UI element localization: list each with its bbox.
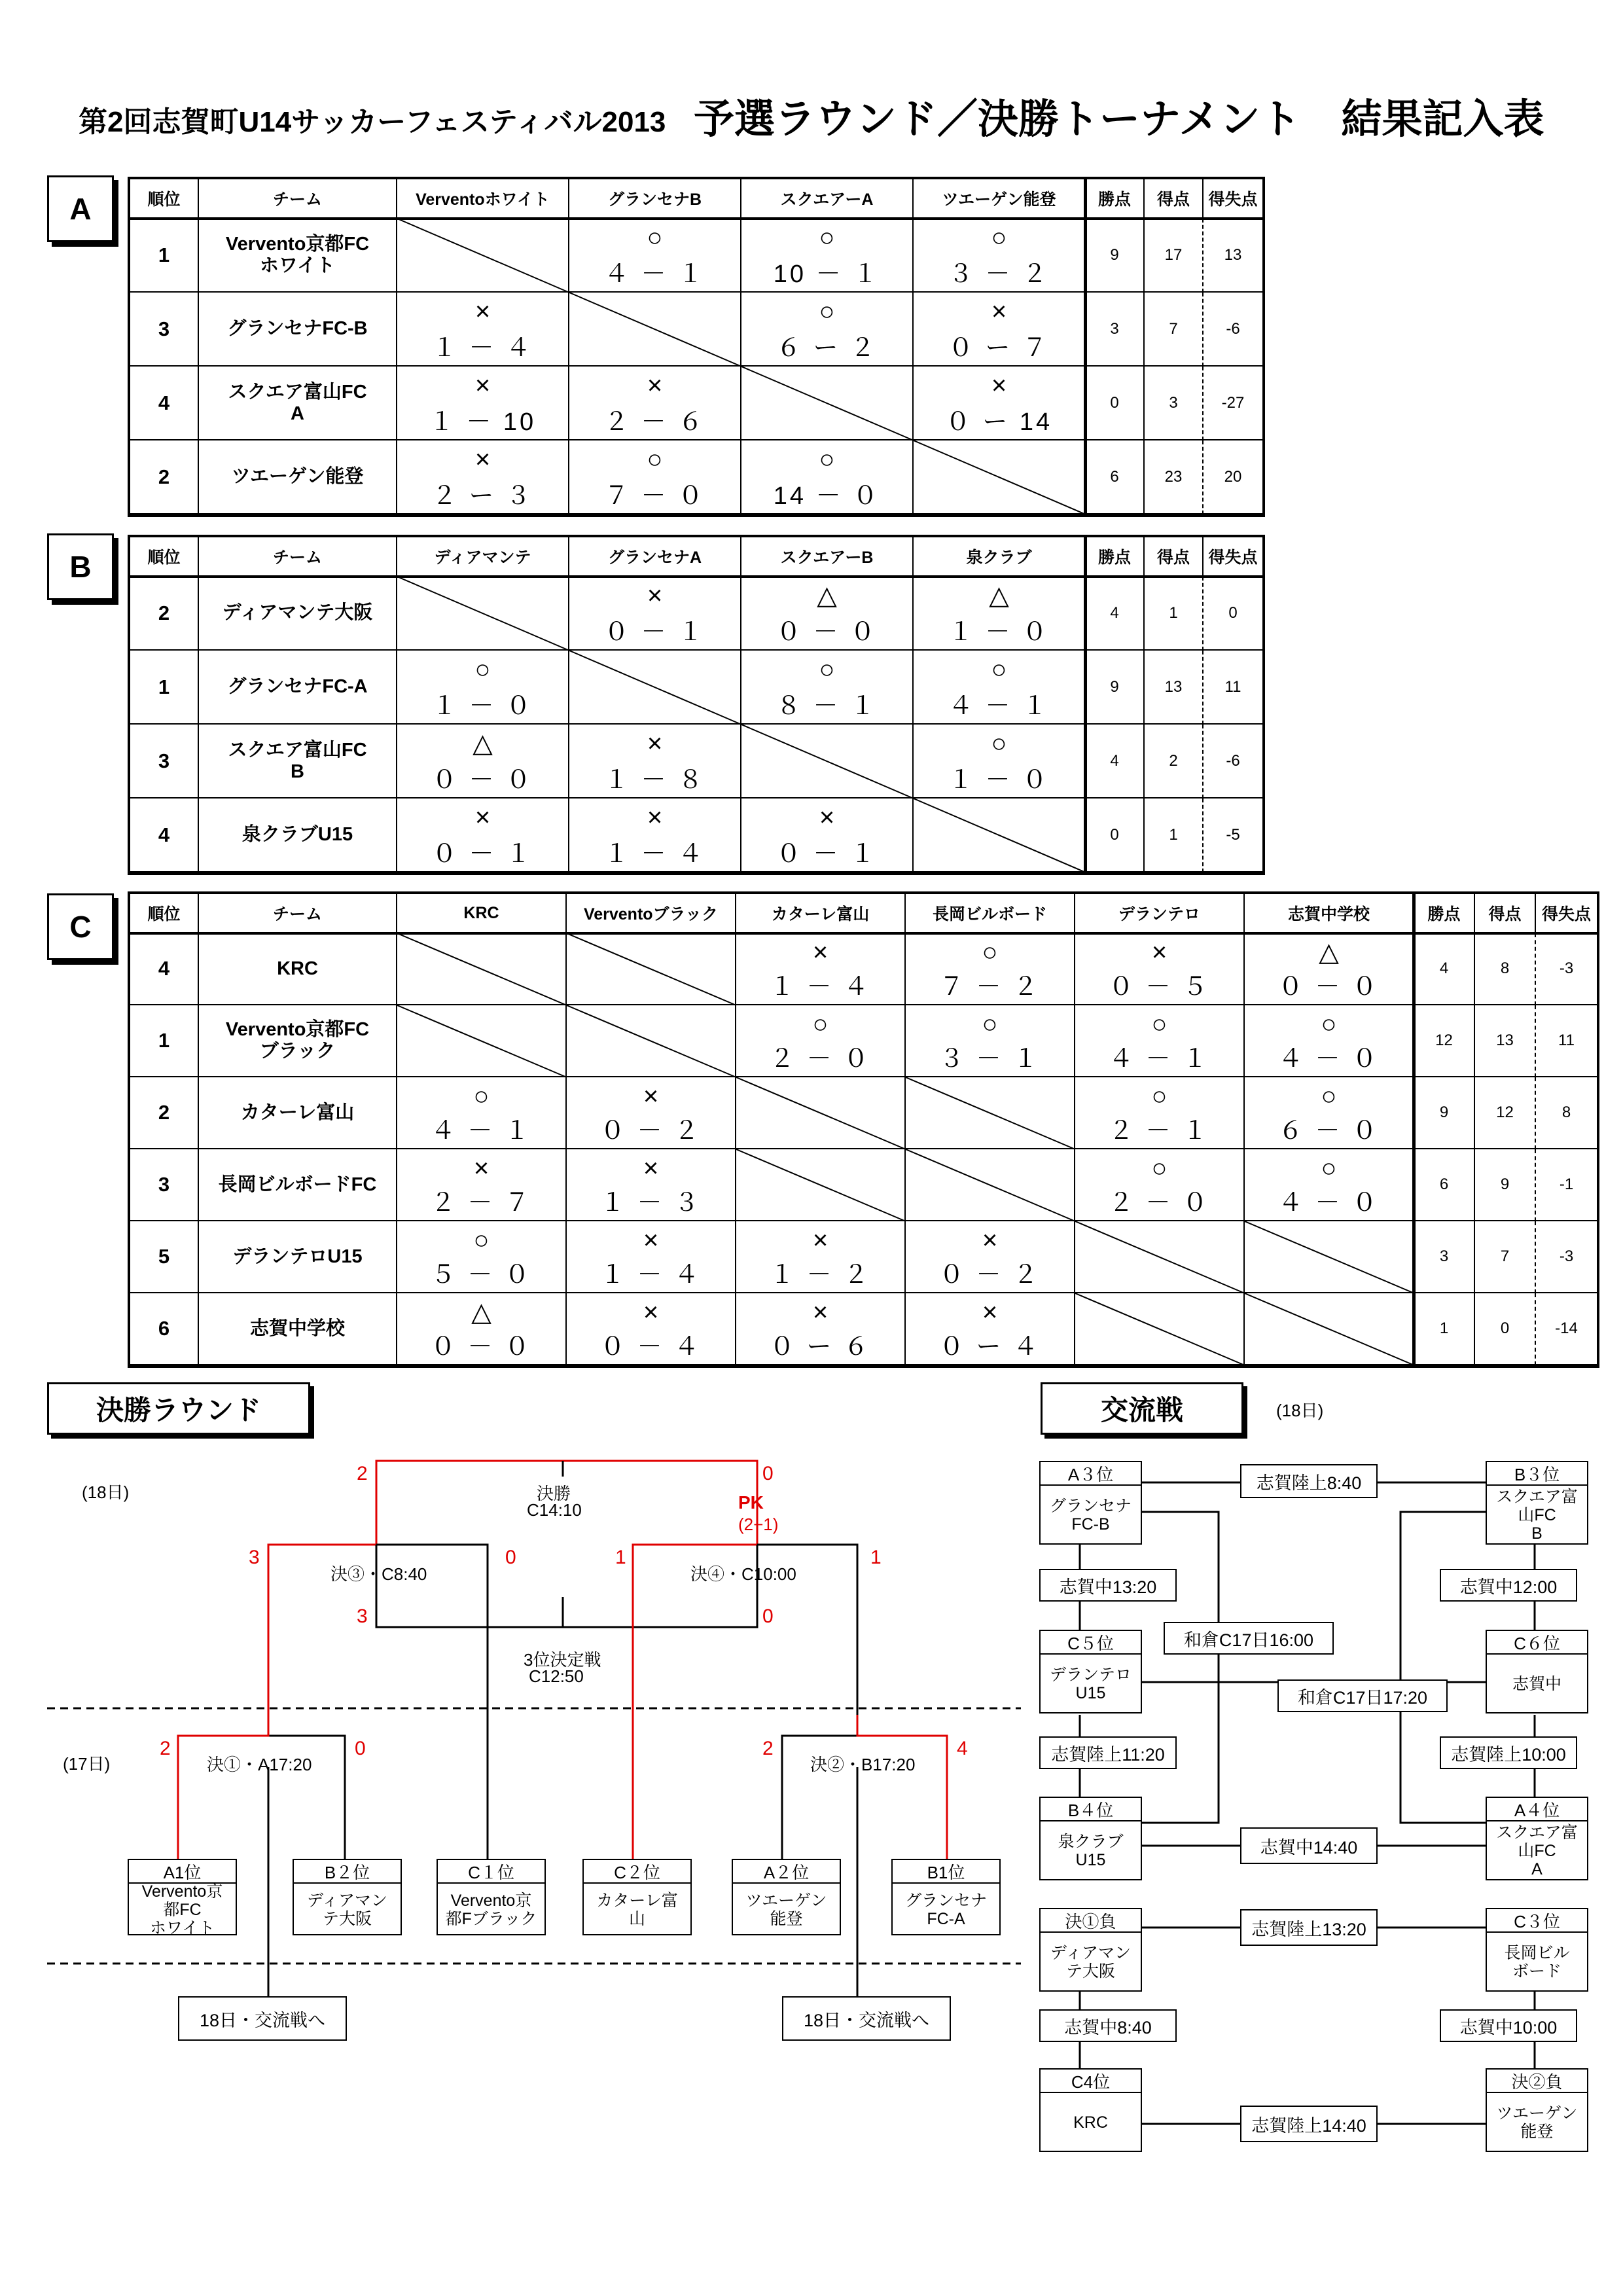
exchange-team-box	[1486, 1797, 1588, 1880]
result-score: １ － ０	[431, 692, 534, 720]
result-mark: △	[989, 581, 1009, 610]
result-mark: ○	[982, 1010, 998, 1039]
points-cell: 1	[1414, 1293, 1475, 1365]
exch-label-mid1: 和倉C17日16:00	[1164, 1622, 1334, 1655]
final-round-date-17: (17日)	[63, 1754, 111, 1774]
diff-cell: 0	[1204, 577, 1262, 651]
final-right-score: 0	[762, 1463, 774, 1484]
result-mark: ○	[991, 729, 1007, 758]
points-cell: 3	[1414, 1221, 1475, 1293]
result-mark: ×	[474, 297, 491, 326]
goals-cell: 17	[1145, 219, 1204, 293]
final-pk-label: PK	[738, 1492, 764, 1513]
result-score: ２ － ０	[769, 1045, 872, 1073]
result-mark: ○	[1321, 1010, 1337, 1039]
result-score: ０ － ５	[1108, 973, 1211, 1001]
result-score: ４ － １	[1108, 1045, 1211, 1073]
result-mark: ○	[991, 655, 1007, 684]
seed-position: C１位	[438, 1860, 544, 1884]
result-mark: ×	[812, 1226, 829, 1255]
goals-cell: 0	[1475, 1293, 1536, 1365]
exch-label-bottom1: 志賀中14:40	[1240, 1827, 1378, 1864]
result-mark: ○	[1151, 1154, 1168, 1183]
exchange-team: ディアマン テ大阪	[1050, 1944, 1131, 1981]
result-score: ０ － ０	[1277, 973, 1380, 1001]
result-score: ０ － １	[603, 619, 706, 646]
rank-cell: 5	[130, 1221, 199, 1293]
exchange-team-box	[1486, 1630, 1588, 1713]
points-cell: 6	[1086, 440, 1145, 514]
result-mark: ×	[982, 1226, 998, 1255]
header-diff: 得失点	[1536, 894, 1597, 933]
seed-position: B1位	[893, 1860, 999, 1884]
result-mark: ○	[982, 938, 998, 967]
exch-label-mid2: 和倉C17日17:20	[1277, 1679, 1448, 1712]
result-mark: ○	[819, 223, 835, 252]
rank-cell: 3	[130, 725, 199, 798]
result-mark: ×	[643, 1082, 659, 1111]
seed-team: Vervento京 都Fブラック	[445, 1891, 537, 1928]
seed-position: B２位	[294, 1860, 401, 1884]
exchange-team: 泉クラブ U15	[1058, 1833, 1124, 1869]
header-points: 勝点	[1086, 179, 1145, 219]
header-opponent: グランセナB	[569, 179, 741, 219]
third-place-label: 3位決定戦	[524, 1650, 601, 1670]
exchange-team-box	[1486, 2068, 1588, 2152]
result-score: ４ － ０	[1277, 1045, 1380, 1073]
q1-right-score: 0	[355, 1738, 366, 1759]
result-score: １ － ２	[769, 1261, 872, 1289]
result-score: ０ ー ４	[938, 1333, 1041, 1361]
rank-cell: 4	[130, 933, 199, 1005]
result-score: ２ － ６	[603, 408, 706, 436]
result-score: １ － ４	[599, 1261, 702, 1289]
diff-cell: -1	[1536, 1149, 1597, 1221]
points-cell: 4	[1414, 933, 1475, 1005]
diff-cell: -3	[1536, 933, 1597, 1005]
result-mark: ×	[643, 1154, 659, 1183]
seed-position: A２位	[733, 1860, 840, 1884]
seed-team: グランセナ FC-A	[904, 1891, 987, 1928]
result-mark: ×	[812, 1298, 829, 1327]
result-mark: ○	[1321, 1082, 1337, 1111]
third-place-time: C12:50	[529, 1666, 584, 1686]
exchange-position: C５位	[1041, 1631, 1141, 1655]
group-label-a: A	[47, 175, 114, 242]
points-cell: 9	[1086, 651, 1145, 725]
header-opponent: Verventoブラック	[567, 894, 736, 933]
result-mark: ○	[647, 445, 663, 474]
seed-position: A1位	[129, 1860, 236, 1884]
goals-cell: 13	[1145, 651, 1204, 725]
result-score: １ － ０	[948, 619, 1050, 646]
exch-label-right3: 志賀中10:00	[1440, 2009, 1577, 2042]
team-name-cell: 長岡ビルボードFC	[199, 1149, 397, 1221]
result-mark: ○	[812, 1010, 829, 1039]
points-cell: 4	[1086, 725, 1145, 798]
result-score: ０ ー ７	[948, 334, 1050, 362]
result-score: ０ － ０	[431, 766, 534, 794]
diff-cell: -3	[1536, 1221, 1597, 1293]
result-score: １ － ０	[948, 766, 1050, 794]
diff-cell: -6	[1204, 725, 1262, 798]
semi3-left-score: 3	[249, 1547, 260, 1568]
exch-label-top2: 志賀陸上13:20	[1240, 1909, 1378, 1946]
result-mark: ○	[474, 655, 491, 684]
rank-cell: 2	[130, 577, 199, 651]
final-label: 決勝	[537, 1484, 571, 1503]
points-cell: 9	[1086, 219, 1145, 293]
page-title-left: 第2回志賀町U14サッカーフェスティバル2013	[79, 106, 666, 138]
exchange-team: 長岡ビル ボード	[1504, 1944, 1570, 1981]
exchange-team-box	[1039, 1797, 1142, 1880]
result-mark: ×	[643, 1226, 659, 1255]
diff-cell: -14	[1536, 1293, 1597, 1365]
team-name-cell: KRC	[199, 933, 397, 1005]
rank-cell: 3	[130, 293, 199, 367]
goals-cell: 7	[1475, 1221, 1536, 1293]
exchange-date: (18日)	[1276, 1401, 1324, 1420]
exchange-position: A４位	[1487, 1798, 1587, 1821]
final-pk-score: (2−1)	[738, 1515, 779, 1534]
header-rank: 順位	[130, 894, 199, 933]
rank-cell: 1	[130, 1005, 199, 1077]
exchange-team-box	[1039, 2068, 1142, 2152]
header-goals: 得点	[1145, 179, 1204, 219]
result-mark: ×	[473, 1154, 490, 1183]
result-score: ０ ー ６	[769, 1333, 872, 1361]
header-points: 勝点	[1086, 537, 1145, 577]
result-score: １ － ４	[769, 973, 872, 1001]
result-score: ３ － １	[938, 1045, 1041, 1073]
exchange-position: 決②負	[1487, 2070, 1587, 2093]
rank-cell: 2	[130, 440, 199, 514]
seed-team: カターレ富 山	[596, 1891, 678, 1928]
result-score: １ － ４	[603, 840, 706, 868]
final-round-header: 決勝ラウンド	[47, 1382, 310, 1435]
header-rank: 順位	[130, 537, 199, 577]
exchange-position: C３位	[1487, 1909, 1587, 1933]
result-mark: ×	[474, 803, 491, 832]
diff-cell: 11	[1536, 1005, 1597, 1077]
goals-cell: 7	[1145, 293, 1204, 367]
points-cell: 0	[1086, 798, 1145, 872]
result-mark: ×	[647, 371, 663, 400]
result-mark: ○	[1151, 1010, 1168, 1039]
exch-label-left2: 志賀陸上11:20	[1039, 1736, 1177, 1769]
result-score: １ － ８	[603, 766, 706, 794]
result-score: ０ － ４	[599, 1333, 702, 1361]
goals-cell: 2	[1145, 725, 1204, 798]
team-name-cell: ディアマンテ大阪	[199, 577, 397, 651]
rank-cell: 3	[130, 1149, 199, 1221]
result-score: ６ ー ２	[776, 334, 878, 362]
to-exchange-right: 18日・交流戦へ	[782, 1996, 951, 2041]
result-mark: ○	[473, 1082, 490, 1111]
exchange-team-box	[1486, 1461, 1588, 1545]
result-mark: ×	[991, 297, 1007, 326]
seed-team: ツエーゲン 能登	[745, 1891, 827, 1928]
q1-left-score: 2	[160, 1738, 171, 1759]
semi4-left-score: 1	[615, 1547, 626, 1568]
result-score: ３ － ２	[948, 260, 1050, 288]
header-points: 勝点	[1414, 894, 1475, 933]
team-name-cell: カターレ富山	[199, 1077, 397, 1149]
header-rank: 順位	[130, 179, 199, 219]
team-name-cell: 泉クラブU15	[199, 798, 397, 872]
team-name-cell: グランセナFC-B	[199, 293, 397, 367]
goals-cell: 23	[1145, 440, 1204, 514]
result-score: ７ － ２	[938, 973, 1041, 1001]
goals-cell: 13	[1475, 1005, 1536, 1077]
rank-cell: 6	[130, 1293, 199, 1365]
goals-cell: 12	[1475, 1077, 1536, 1149]
rank-cell: 1	[130, 219, 199, 293]
points-cell: 4	[1086, 577, 1145, 651]
semi3-right-score: 0	[505, 1547, 516, 1568]
result-score: ６ － ０	[1277, 1117, 1380, 1145]
result-mark: ×	[982, 1298, 998, 1327]
rank-cell: 4	[130, 798, 199, 872]
header-opponent: グランセナA	[569, 537, 741, 577]
exchange-team: KRC	[1073, 2113, 1108, 2132]
seed-team: Vervento京 都FC ホワイト	[141, 1882, 223, 1937]
goals-cell: 3	[1145, 367, 1204, 440]
semi3-bottom-score: 3	[357, 1605, 368, 1627]
q2-label: 決②・B17:20	[810, 1755, 916, 1774]
result-mark: ×	[474, 371, 491, 400]
result-score: １ － ３	[599, 1189, 702, 1217]
q2-right-score: 4	[957, 1738, 968, 1759]
exchange-team-box	[1486, 1908, 1588, 1992]
result-score: ４ － １	[430, 1117, 533, 1145]
exch-label-top: 志賀陸上8:40	[1240, 1464, 1378, 1498]
result-score: １ － 10	[429, 408, 537, 436]
exchange-team-box	[1039, 1908, 1142, 1992]
result-score: ２ － ０	[1108, 1189, 1211, 1217]
exchange-team-box	[1039, 1461, 1142, 1545]
exchange-position: C4位	[1041, 2070, 1141, 2093]
header-opponent: スクエアーA	[741, 179, 914, 219]
points-cell: 9	[1414, 1077, 1475, 1149]
team-name-cell: デランテロU15	[199, 1221, 397, 1293]
result-score: ０ － １	[776, 840, 878, 868]
header-team: チーム	[199, 894, 397, 933]
result-score: ０ － ０	[430, 1333, 533, 1361]
header-diff: 得失点	[1204, 179, 1262, 219]
seed-team: ディアマン テ大阪	[306, 1891, 387, 1928]
to-exchange-left: 18日・交流戦へ	[178, 1996, 347, 2041]
result-score: ５ － ０	[430, 1261, 533, 1289]
diff-cell: 20	[1204, 440, 1262, 514]
q2-left-score: 2	[762, 1738, 774, 1759]
header-opponent: 志賀中学校	[1245, 894, 1414, 933]
header-opponent: デランテロ	[1075, 894, 1245, 933]
result-score: ４ － ０	[1277, 1189, 1380, 1217]
final-round-date-18: (18日)	[82, 1482, 130, 1502]
exch-label-right1: 志賀中12:00	[1440, 1569, 1577, 1602]
result-mark: ○	[991, 223, 1007, 252]
diff-cell: -5	[1204, 798, 1262, 872]
result-mark: ×	[991, 371, 1007, 400]
result-mark: ○	[647, 223, 663, 252]
result-mark: ×	[647, 581, 663, 610]
group-label-b: B	[47, 533, 114, 600]
rank-cell: 2	[130, 1077, 199, 1149]
header-opponent: 長岡ビルボード	[906, 894, 1075, 933]
diff-cell: 13	[1204, 219, 1262, 293]
header-diff: 得失点	[1204, 537, 1262, 577]
result-mark: ×	[647, 803, 663, 832]
result-mark: ○	[1151, 1082, 1168, 1111]
result-score: ０ － ０	[776, 619, 878, 646]
result-mark: ○	[819, 445, 835, 474]
team-name-cell: 志賀中学校	[199, 1293, 397, 1365]
result-score: 14 － ０	[773, 482, 881, 510]
exchange-position: 決①負	[1041, 1909, 1141, 1933]
header-goals: 得点	[1145, 537, 1204, 577]
rank-cell: 1	[130, 651, 199, 725]
rank-cell: 4	[130, 367, 199, 440]
result-score: ０ － １	[431, 840, 534, 868]
result-score: ２ － ７	[430, 1189, 533, 1217]
exchange-position: A３位	[1041, 1462, 1141, 1486]
header-opponent: スクエアーB	[741, 537, 914, 577]
goals-cell: 9	[1475, 1149, 1536, 1221]
result-score: ４ － １	[603, 260, 706, 288]
result-mark: ×	[819, 803, 835, 832]
exchange-team: デランテロ U15	[1049, 1666, 1132, 1702]
exchange-team: グランセナ FC-B	[1049, 1497, 1132, 1534]
points-cell: 12	[1414, 1005, 1475, 1077]
final-time: C14:10	[527, 1500, 582, 1520]
exchange-team: スクエア富 山FC B	[1496, 1488, 1578, 1543]
exchange-team-box	[1039, 1630, 1142, 1713]
result-score: ０ ー 14	[945, 408, 1053, 436]
goals-cell: 8	[1475, 933, 1536, 1005]
result-mark: ×	[643, 1298, 659, 1327]
header-opponent: KRC	[397, 894, 567, 933]
semi4-label: 決④・C10:00	[690, 1564, 796, 1584]
header-opponent: ディアマンテ	[397, 537, 569, 577]
header-goals: 得点	[1475, 894, 1536, 933]
result-mark: ×	[812, 938, 829, 967]
result-mark: ○	[1321, 1154, 1337, 1183]
result-score: ４ － １	[948, 692, 1050, 720]
semi3-label: 決③・C8:40	[330, 1564, 427, 1584]
points-cell: 0	[1086, 367, 1145, 440]
result-score: １ － ４	[431, 334, 534, 362]
diff-cell: -27	[1204, 367, 1262, 440]
result-mark: △	[471, 1298, 491, 1327]
header-opponent: カターレ富山	[736, 894, 906, 933]
exchange-header: 交流戦	[1041, 1382, 1243, 1435]
exchange-position: B３位	[1487, 1462, 1587, 1486]
group-label-c: C	[47, 893, 114, 960]
result-mark: ×	[474, 445, 491, 474]
page-title-right: 予選ラウンド／決勝トーナメント 結果記入表	[694, 97, 1544, 142]
exch-label-left3: 志賀中8:40	[1039, 2009, 1177, 2042]
team-name-cell: スクエア富山FC B	[199, 725, 397, 798]
goals-cell: 1	[1145, 577, 1204, 651]
diff-cell: 8	[1536, 1077, 1597, 1149]
diff-cell: 11	[1204, 651, 1262, 725]
result-score: ２ － １	[1108, 1117, 1211, 1145]
exch-label-bottom2: 志賀陸上14:40	[1240, 2106, 1378, 2142]
goals-cell: 1	[1145, 798, 1204, 872]
exchange-team: ツエーゲン 能登	[1496, 2104, 1578, 2141]
exchange-team: 志賀中	[1512, 1675, 1561, 1693]
team-name-cell: スクエア富山FC A	[199, 367, 397, 440]
result-score: ０ － ２	[599, 1117, 702, 1145]
header-opponent: Verventoホワイト	[397, 179, 569, 219]
header-team: チーム	[199, 537, 397, 577]
result-mark: ×	[1151, 938, 1168, 967]
team-name-cell: グランセナFC-A	[199, 651, 397, 725]
q1-label: 決①・A17:20	[207, 1755, 312, 1774]
team-name-cell: Vervento京都FC ホワイト	[199, 219, 397, 293]
result-mark: ×	[647, 729, 663, 758]
exchange-team: スクエア富 山FC A	[1496, 1823, 1578, 1878]
result-mark: ○	[819, 297, 835, 326]
exchange-position: B４位	[1041, 1798, 1141, 1821]
result-score: ２ ー ３	[431, 482, 534, 510]
exchange-position: C６位	[1487, 1631, 1587, 1655]
result-score: ８ － １	[776, 692, 878, 720]
header-opponent: 泉クラブ	[914, 537, 1086, 577]
diff-cell: -6	[1204, 293, 1262, 367]
result-mark: △	[473, 729, 493, 758]
seed-position: C２位	[584, 1860, 690, 1884]
result-mark: △	[817, 581, 837, 610]
final-left-score: 2	[357, 1463, 368, 1484]
result-mark: ○	[819, 655, 835, 684]
semi4-bottom-score: 0	[762, 1605, 774, 1627]
points-cell: 6	[1414, 1149, 1475, 1221]
result-mark: ○	[473, 1226, 490, 1255]
exch-label-left1: 志賀中13:20	[1039, 1569, 1177, 1602]
result-score: ０ － ２	[938, 1261, 1041, 1289]
exch-label-right2: 志賀陸上10:00	[1440, 1736, 1577, 1769]
result-score: ７ － ０	[603, 482, 706, 510]
header-opponent: ツエーゲン能登	[914, 179, 1086, 219]
points-cell: 3	[1086, 293, 1145, 367]
semi4-right-score: 1	[870, 1547, 882, 1568]
team-name-cell: Vervento京都FC ブラック	[199, 1005, 397, 1077]
team-name-cell: ツエーゲン能登	[199, 440, 397, 514]
result-score: 10 － １	[773, 260, 881, 288]
header-team: チーム	[199, 179, 397, 219]
result-mark: △	[1319, 938, 1339, 967]
